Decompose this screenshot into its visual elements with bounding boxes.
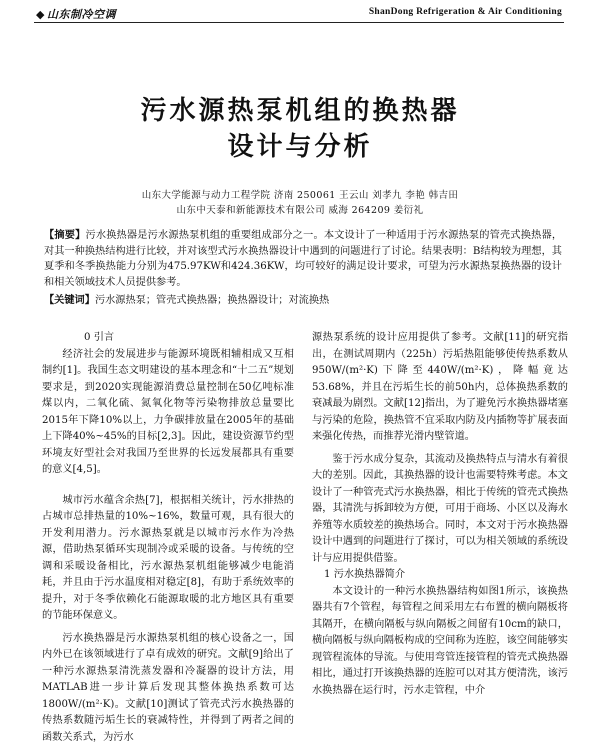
section-heading-1: 1 污水换热器简介: [312, 567, 568, 584]
abstract: [44, 228, 562, 290]
paragraph: 本文设计的一种污水换热器结构如图1所示，该换热器共有7个管程，每管程之间采用左右布置的横向隔板将其隔开，在横向隔板与纵向隔板之间留有10cm的缺口，横向隔板与纵向隔板构成的空间称为连腔，该空间能够实现管程流体的导流。与使用弯管连接管程的管壳式换热器相比，通过打开该换热器的连腔可以对其方便清洗，该污水换热器在运行时，污水走管程，中介: [312, 584, 568, 700]
journal-name-cn: [36, 6, 116, 22]
paragraph: 经济社会的发展进步与能源环境既相辅相成又互相制约[1]。我国生态文明建设的基本理念和“十二五”规划要求是，到2020实现能源消费总量控制在50亿吨标准煤以内，二氧化硫、氮氧化物等污染物排放总量要比2015年下降10%以上，力争碳排放量在2005年的基础上下降40%~45%的目标[2,3]。因此，建设资源节约型环境友好型社会对我国乃至世界的长远发展都具有重要的意义[4,5]。: [42, 347, 294, 479]
abstract-label: 【摘要】: [44, 229, 85, 241]
right-column: [312, 330, 568, 699]
section-heading-introduction: 0 引言: [42, 330, 294, 347]
paragraph: 鉴于污水成分复杂，其流动及换热特点与清水有着很大的差别。因此，其换热器的设计也需要特殊考虑。本文设计了一种管壳式污水换热器，相比于传统的管壳式换热器，其清洗与拆卸较为方便，可用于商场、小区以及海水养殖等水质较差的换热场合。同时，本文对于污水换热器设计中遇到的问题进行了探讨，可以为相关领域的系统设计与应用提供借鉴。: [312, 452, 568, 568]
header-rule: [34, 22, 564, 23]
keywords-text: 污水源热泵；管壳式换热器；换热器设计；对流换热: [95, 295, 329, 306]
keywords-label: 【关键词】: [44, 294, 95, 306]
diamond-icon: ◆: [36, 8, 45, 21]
journal-name-cn-text: 山东制冷空调: [47, 8, 116, 21]
journal-name-en: ShanDong Refrigeration & Air Conditioning: [369, 7, 562, 17]
left-column: [42, 330, 294, 746]
paper-title-line-1: 污水源热泵机组的换热器: [0, 90, 600, 127]
affiliation-line-2: 山东中天泰和新能源技术有限公司 威海 264209 姜衍礼: [0, 202, 600, 216]
paragraph: 城市污水蕴含余热[7]，根据相关统计，污水排热的占城市总排热量的10%~16%，数量可观，具有很大的开发利用潜力。污水源热泵就是以城市污水作为冷热源，借助热泵循环实现制冷或采暖的设备。与传统的空调和采暖设备相比，污水源热泵机组能够减少电能消耗，并且由于污水温度相对稳定[8]，有助于系统效率的提升，对于冬季依赖化石能源取暖的北方地区具有重要的节能环保意义。: [42, 493, 294, 625]
keywords: [44, 291, 562, 306]
running-header: [0, 0, 600, 24]
paper-title-line-2: 设计与分析: [0, 126, 600, 163]
abstract-text: 污水换热器是污水源热泵机组的重要组成部分之一。本文设计了一种适用于污水源热泵的管壳式换热器，对其一种换热结构进行比较，并对该型式污水换热器设计中遇到的问题进行了讨论。结果表明：B结构较为理想，其夏季和冬季换热能力分别为475.97KW和424.36KW，均可较好的满足设计要求，可望为污水源热泵换热器的设计和相关领域技术人员提供参考。: [44, 230, 562, 288]
affiliation-line-1: 山东大学能源与动力工程学院 济南 250061 王云山 刘孝九 李艳 韩吉田: [0, 187, 600, 201]
paragraph: 污水换热器是污水源热泵机组的核心设备之一，国内外已在该领域进行了卓有成效的研究。文献[9]给出了一种污水源热泵清洗蒸发器和冷凝器的设计方法，用MATLAB进一步计算后发现其整体换热系数可达1800W/(m²·K)。文献[10]测试了管壳式污水换热器的传热系数随污垢生长的衰减特性，并得到了两者之间的函数关系式，为污水: [42, 631, 294, 746]
paragraph: 源热泵系统的设计应用提供了参考。文献[11]的研究指出，在测试周期内（225h）污垢热阻能够使传热系数从950W/(m²·K)下降至440W/(m²·K)，降幅竟达53.68%，并且在污垢生长的前50h内，总体换热系数的衰减最为剧烈。文献[12]指出，为了避免污水换热器堵塞与污染的危险，换热管不宜采取内防及内插物等扩展表面来强化传热，而推荐光滑内壁管道。: [312, 330, 568, 446]
